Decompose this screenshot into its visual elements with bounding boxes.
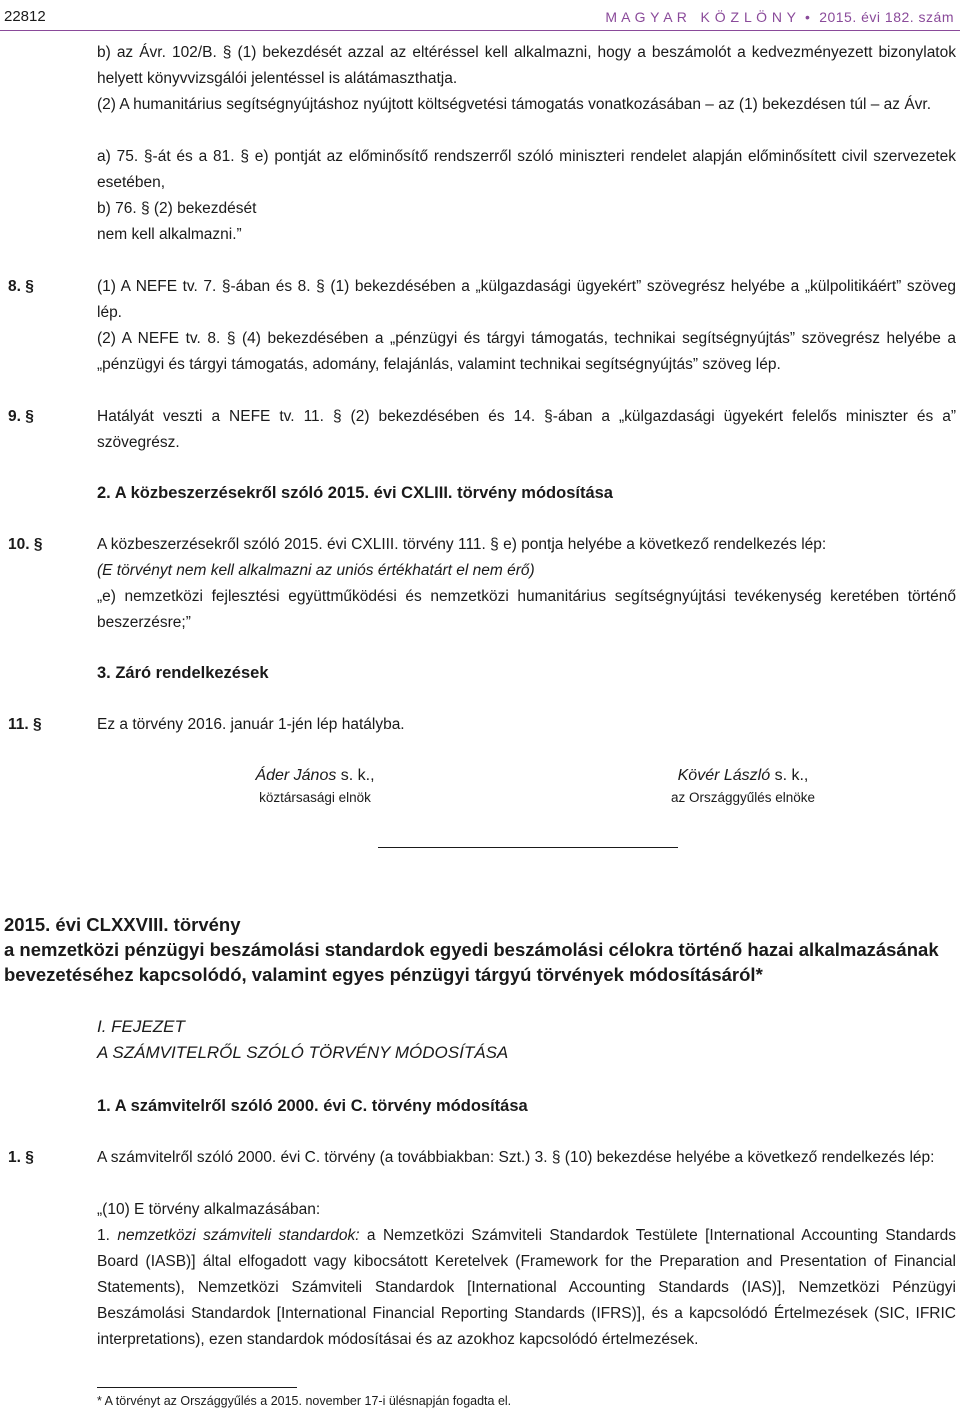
section-11-number: 11. § <box>8 716 42 733</box>
heading-3: 3. Záró rendelkezések <box>97 664 269 682</box>
chapter-title: A SZÁMVITELRŐL SZÓLÓ TÖRVÉNY MÓDOSÍTÁSA <box>97 1043 509 1062</box>
paragraph-nem-kell: nem kell alkalmazni.” <box>97 226 242 243</box>
section-divider <box>378 847 678 848</box>
chapter-label: I. FEJEZET <box>97 1017 185 1036</box>
signature-right-name: Kövér László <box>677 767 771 784</box>
footnote-divider <box>97 1387 297 1388</box>
law-title: a nemzetközi pénzügyi beszámolási standardok egyedi beszámolási célokra történő hazai alkalmazásának bevezetéséhez kapcsolódó, valamint egyes pénzügyi tárgyú törvények módosításáról* <box>4 939 939 985</box>
item-1-term: nemzetközi számviteli standardok: <box>117 1227 360 1244</box>
publication-title: M A G Y A R K Ö Z L Ö N Y • 2015. évi 182. szám <box>605 9 954 25</box>
section-9-number: 9. § <box>8 408 34 425</box>
section-8-paragraph-1: (1) A NEFE tv. 7. §-ában és 8. § (1) bekezdésében a „külgazdasági ügyekért” szövegrész helyébe a „külpolitikáért” szöveg lép. <box>97 278 956 321</box>
signature-right <box>628 764 858 808</box>
law-number: 2015. évi CLXXVIII. törvény <box>4 914 241 935</box>
heading-2: 2. A közbeszerzésekről szóló 2015. évi CXLIII. törvény módosítása <box>97 484 613 502</box>
section-10-italic: (E törvényt nem kell alkalmazni az uniós értékhatárt el nem érő) <box>97 562 535 579</box>
signature-left <box>200 764 430 808</box>
item-1-number: 1. <box>97 1227 118 1244</box>
paragraph-b-76: b) 76. § (2) bekezdését <box>97 200 257 217</box>
section-8-number: 8. § <box>8 278 34 295</box>
page-header <box>0 0 960 28</box>
paragraph-b-avr: b) az Ávr. 102/B. § (1) bekezdését azzal az eltéréssel kell alkalmazni, hogy a beszámolót a kedvezményezett bizonylatok helyett könyvvizsgálói jelentéssel is alátámaszthatja. <box>97 44 956 87</box>
footnote: * A törvényt az Országgyűlés a 2015. november 17-i ülésnapján fogadta el. <box>97 1394 512 1408</box>
section-9-text: Hatályát veszti a NEFE tv. 11. § (2) bekezdésében és 14. §-ában a „külgazdasági ügyekért felelős miniszter és a” szövegrész. <box>97 408 956 451</box>
signature-left-sk: s. k., <box>336 767 375 784</box>
section-1-item-1 <box>97 1223 956 1353</box>
section-8-paragraph-2: (2) A NEFE tv. 8. § (4) bekezdésében a „pénzügyi és tárgyi támogatás, technikai segítségnyújtás” szövegrész helyébe a „pénzügyi és tárgyi támogatás, adomány, felajánlás, valamint technikai segítségnyújtás” szöveg lép. <box>97 330 956 373</box>
section-11-text: Ez a törvény 2016. január 1-jén lép hatályba. <box>97 716 405 733</box>
page-number: 22812 <box>4 8 46 25</box>
signature-left-name: Áder János <box>255 767 337 784</box>
section-10-quote: „e) nemzetközi fejlesztési együttműködési és nemzetközi humanitárius segítségnyújtási tevékenység keretében történő beszerzésre;” <box>97 588 956 631</box>
section-10-text: A közbeszerzésekről szóló 2015. évi CXLIII. törvény 111. § e) pontja helyébe a következő rendelkezés lép: <box>97 536 827 553</box>
paragraph-a-75: a) 75. §-át és a 81. § e) pontját az előminősítő rendszerről szóló miniszteri rendelet alapján előminősített civil szervezetek esetében, <box>97 148 956 191</box>
header-divider <box>0 30 960 31</box>
subheading-1: 1. A számvitelről szóló 2000. évi C. törvény módosítása <box>97 1097 528 1115</box>
section-1-quote-start: „(10) E törvény alkalmazásában: <box>97 1201 321 1218</box>
item-1-text: a Nemzetközi Számviteli Standardok Testülete [International Accounting Standards Board (IASB)] által elfogadott vagy kibocsátott Keretelvek (Framework for the Preparation and Presentation of Financial Statements), Nemzetközi Számviteli Standardok [International Accounting Standards (IAS)], Nemzetközi Pénzügyi Beszámolási Standardok [International Financial Reporting Standards (IFRS)], és a kapcsolódó Értelmezések (SIC, IFRIC interpretations), ezen standardok módosításai és az azokhoz kapcsolódó értelmezések. <box>97 1227 957 1348</box>
section-1-text: A számvitelről szóló 2000. évi C. törvény (a továbbiakban: Szt.) 3. § (10) bekezdése helyébe a következő rendelkezés lép: <box>97 1149 935 1166</box>
paragraph-2-humanitarian: (2) A humanitárius segítségnyújtáshoz nyújtott költségvetési támogatás vonatkozásában – az (1) bekezdésen túl – az Ávr. <box>97 96 932 113</box>
signature-right-sk: s. k., <box>770 767 809 784</box>
section-1-number: 1. § <box>8 1149 34 1166</box>
signature-right-title: az Országgyűlés elnöke <box>670 790 816 805</box>
signature-left-title: köztársasági elnök <box>259 790 371 805</box>
section-10-number: 10. § <box>8 536 43 553</box>
